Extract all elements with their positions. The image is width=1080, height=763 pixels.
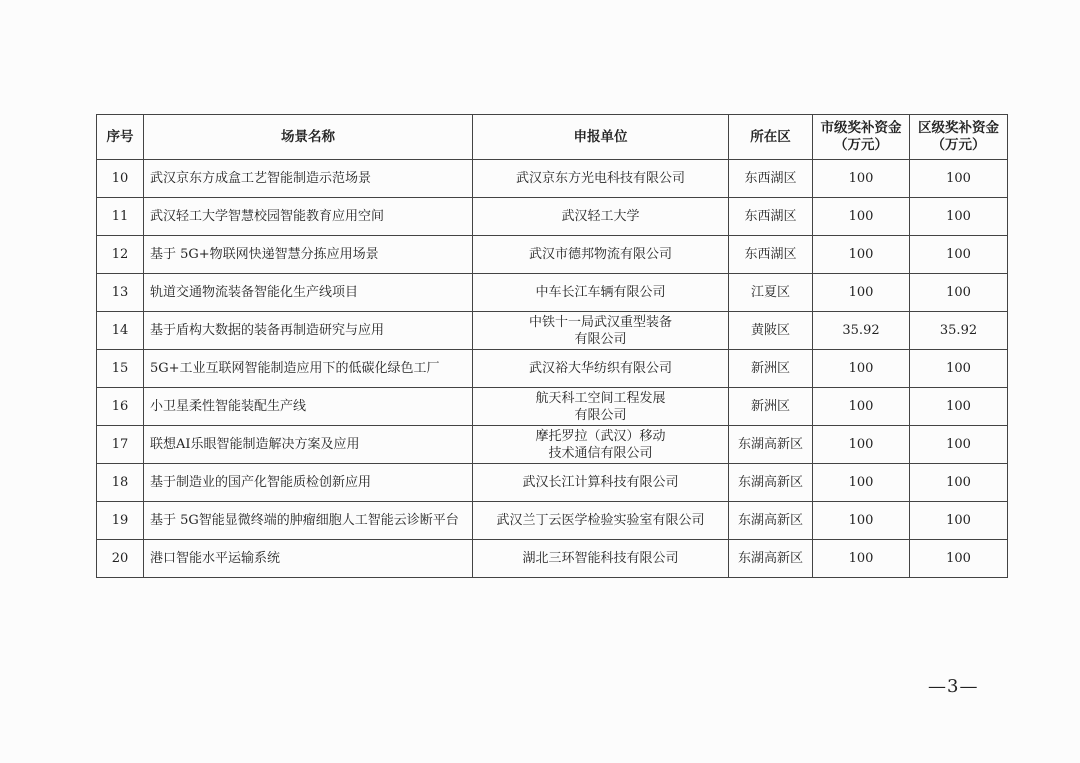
row-name: 武汉京东方成盒工艺智能制造示范场景 bbox=[144, 160, 473, 198]
row-district-fund: 35.92 bbox=[910, 312, 1008, 350]
row-unit bbox=[473, 388, 729, 426]
header-idx: 序号 bbox=[97, 115, 144, 160]
row-unit-line1: 航天科工空间工程发展 bbox=[535, 390, 666, 406]
row-unit-line1: 摩托罗拉（武汉）移动 bbox=[535, 428, 666, 444]
award-table bbox=[96, 114, 1008, 578]
row-idx: 18 bbox=[97, 464, 144, 502]
row-unit bbox=[473, 312, 729, 350]
row-name: 联想AI乐眼智能制造解决方案及应用 bbox=[144, 426, 473, 464]
row-idx: 19 bbox=[97, 502, 144, 540]
row-idx: 16 bbox=[97, 388, 144, 426]
row-name: 基于 5G智能显微终端的肿瘤细胞人工智能云诊断平台 bbox=[144, 502, 473, 540]
header-city-fund-line2: （万元） bbox=[834, 137, 888, 153]
row-unit bbox=[473, 426, 729, 464]
row-district-fund: 100 bbox=[910, 464, 1008, 502]
header-district-fund-line1: 区级奖补资金 bbox=[918, 120, 999, 136]
row-city-fund: 100 bbox=[813, 160, 910, 198]
header-name: 场景名称 bbox=[144, 115, 473, 160]
row-district: 黄陂区 bbox=[729, 312, 813, 350]
table-row bbox=[97, 350, 1008, 388]
header-district-fund-line2: （万元） bbox=[931, 137, 986, 153]
row-idx: 10 bbox=[97, 160, 144, 198]
row-unit: 中车长江车辆有限公司 bbox=[473, 274, 729, 312]
row-name: 武汉轻工大学智慧校园智能教育应用空间 bbox=[144, 198, 473, 236]
row-district-fund: 100 bbox=[910, 502, 1008, 540]
row-unit: 武汉市德邦物流有限公司 bbox=[473, 236, 729, 274]
row-unit-line2: 技术通信有限公司 bbox=[548, 445, 653, 461]
row-name: 基于制造业的国产化智能质检创新应用 bbox=[144, 464, 473, 502]
table-header-row bbox=[97, 115, 1008, 160]
header-district-fund bbox=[910, 115, 1008, 160]
row-district: 东西湖区 bbox=[729, 160, 813, 198]
row-name: 基于 5G+物联网快递智慧分拣应用场景 bbox=[144, 236, 473, 274]
row-name: 小卫星柔性智能装配生产线 bbox=[144, 388, 473, 426]
row-idx: 11 bbox=[97, 198, 144, 236]
row-unit: 武汉京东方光电科技有限公司 bbox=[473, 160, 729, 198]
row-district: 新洲区 bbox=[729, 350, 813, 388]
row-unit-line1: 中铁十一局武汉重型装备 bbox=[528, 314, 672, 330]
row-city-fund: 100 bbox=[813, 350, 910, 388]
row-unit: 武汉轻工大学 bbox=[473, 198, 729, 236]
table-row bbox=[97, 312, 1008, 350]
table-row bbox=[97, 426, 1008, 464]
row-unit: 武汉裕大华纺织有限公司 bbox=[473, 350, 729, 388]
row-idx: 12 bbox=[97, 236, 144, 274]
row-city-fund: 100 bbox=[813, 388, 910, 426]
row-district: 东湖高新区 bbox=[729, 426, 813, 464]
row-district-fund: 100 bbox=[910, 236, 1008, 274]
row-district-fund: 100 bbox=[910, 198, 1008, 236]
header-unit: 申报单位 bbox=[473, 115, 729, 160]
row-city-fund: 100 bbox=[813, 464, 910, 502]
row-city-fund: 100 bbox=[813, 426, 910, 464]
row-unit: 湖北三环智能科技有限公司 bbox=[473, 540, 729, 578]
row-unit: 武汉兰丁云医学检验实验室有限公司 bbox=[473, 502, 729, 540]
row-city-fund: 100 bbox=[813, 236, 910, 274]
row-district: 东西湖区 bbox=[729, 198, 813, 236]
table-row bbox=[97, 388, 1008, 426]
table-row bbox=[97, 198, 1008, 236]
row-district: 东湖高新区 bbox=[729, 540, 813, 578]
row-name: 5G+工业互联网智能制造应用下的低碳化绿色工厂 bbox=[144, 350, 473, 388]
table-row bbox=[97, 274, 1008, 312]
row-city-fund: 100 bbox=[813, 540, 910, 578]
row-unit-line2: 有限公司 bbox=[574, 331, 627, 347]
row-unit: 武汉长江计算科技有限公司 bbox=[473, 464, 729, 502]
page-number: —3— bbox=[928, 676, 979, 697]
row-district-fund: 100 bbox=[910, 388, 1008, 426]
header-city-fund-line1: 市级奖补资金 bbox=[820, 120, 902, 136]
table-row bbox=[97, 464, 1008, 502]
row-idx: 20 bbox=[97, 540, 144, 578]
table-row bbox=[97, 540, 1008, 578]
row-city-fund: 100 bbox=[813, 502, 910, 540]
header-city-fund bbox=[813, 115, 910, 160]
row-city-fund: 100 bbox=[813, 274, 910, 312]
header-district: 所在区 bbox=[729, 115, 813, 160]
row-district: 江夏区 bbox=[729, 274, 813, 312]
row-district-fund: 100 bbox=[910, 540, 1008, 578]
row-name: 轨道交通物流装备智能化生产线项目 bbox=[144, 274, 473, 312]
row-district: 新洲区 bbox=[729, 388, 813, 426]
row-district: 东西湖区 bbox=[729, 236, 813, 274]
row-name: 基于盾构大数据的装备再制造研究与应用 bbox=[144, 312, 473, 350]
row-unit-line2: 有限公司 bbox=[574, 407, 627, 423]
row-district: 东湖高新区 bbox=[729, 464, 813, 502]
table-row bbox=[97, 236, 1008, 274]
row-district-fund: 100 bbox=[910, 160, 1008, 198]
row-name: 港口智能水平运输系统 bbox=[144, 540, 473, 578]
row-idx: 17 bbox=[97, 426, 144, 464]
table-row bbox=[97, 502, 1008, 540]
row-district-fund: 100 bbox=[910, 274, 1008, 312]
row-idx: 14 bbox=[97, 312, 144, 350]
row-district-fund: 100 bbox=[910, 426, 1008, 464]
row-city-fund: 100 bbox=[813, 198, 910, 236]
row-idx: 13 bbox=[97, 274, 144, 312]
table-row bbox=[97, 160, 1008, 198]
row-idx: 15 bbox=[97, 350, 144, 388]
row-city-fund: 35.92 bbox=[813, 312, 910, 350]
row-district: 东湖高新区 bbox=[729, 502, 813, 540]
row-district-fund: 100 bbox=[910, 350, 1008, 388]
